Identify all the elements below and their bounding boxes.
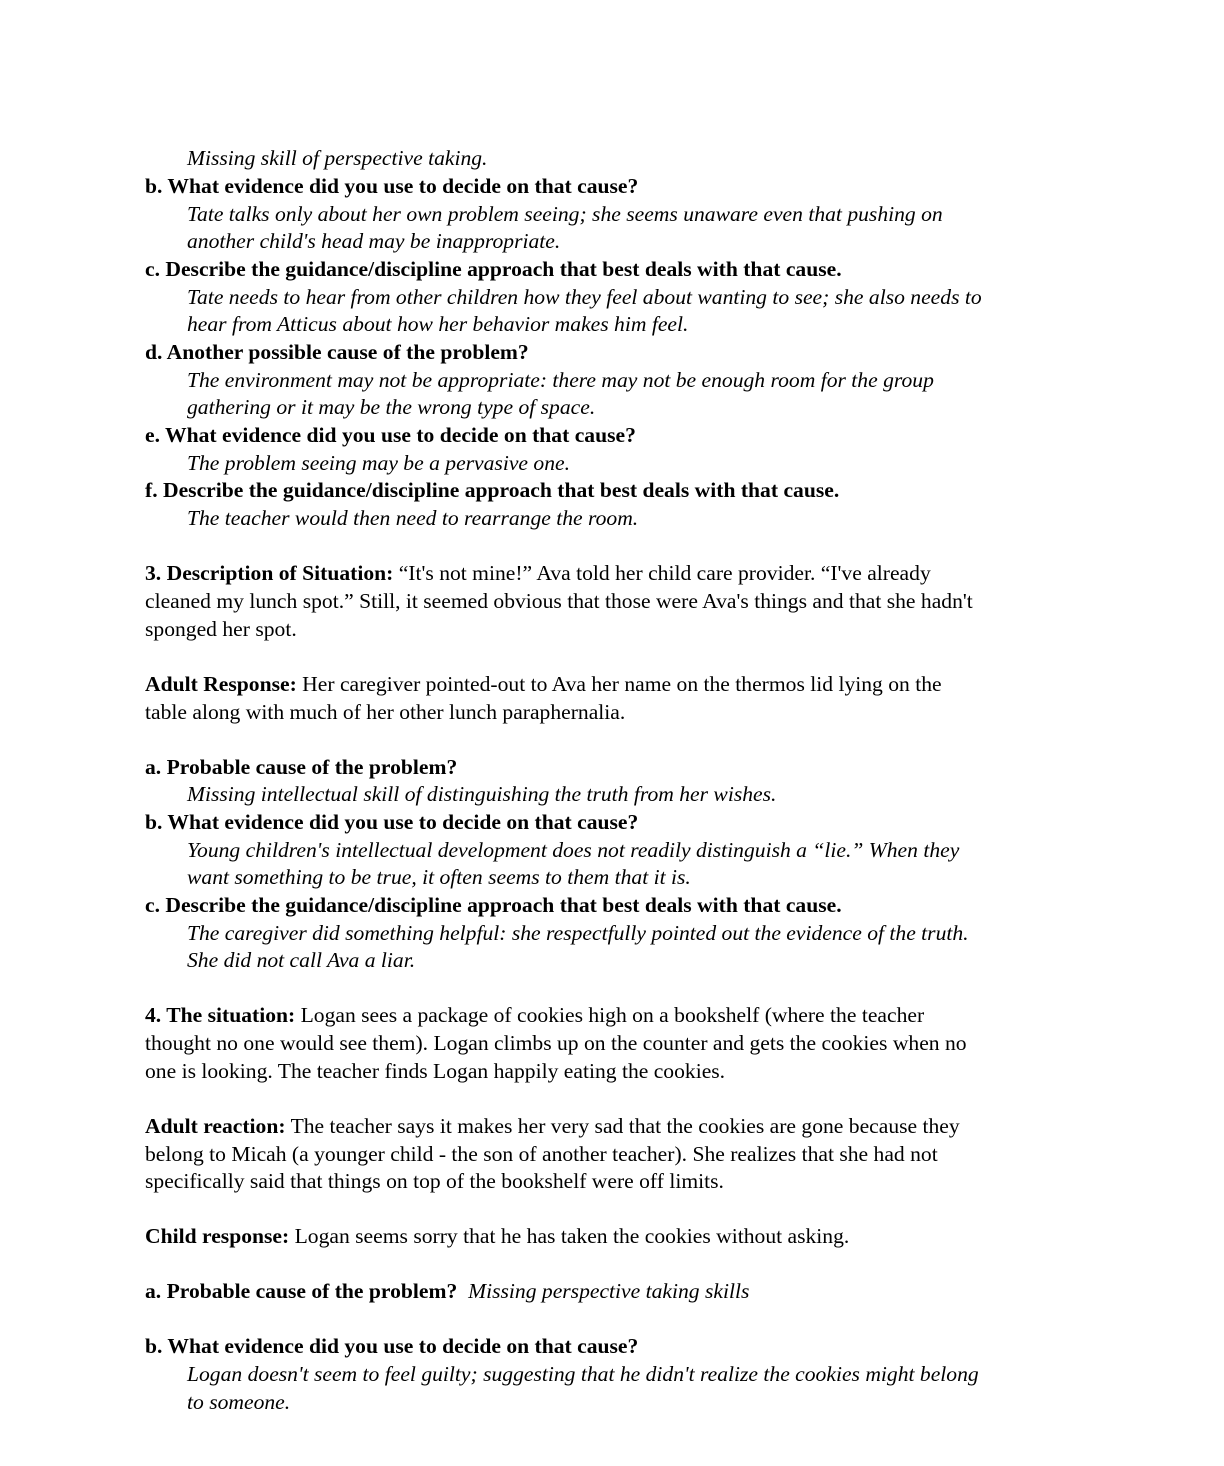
question-2c: c. Describe the guidance/discipline approach that best deals with that cause.: [145, 257, 842, 281]
situation-3-line3: sponged her spot.: [145, 617, 297, 641]
answer-2f: The teacher would then need to rearrange the room.: [187, 506, 639, 530]
adult-reaction-4-line3: specifically said that things on top of the bookshelf were off limits.: [145, 1169, 724, 1193]
situation-4-line3: one is looking. The teacher finds Logan happily eating the cookies.: [145, 1059, 726, 1083]
question-2d: d. Another possible cause of the problem?: [145, 340, 529, 364]
question-3c: c. Describe the guidance/discipline approach that best deals with that cause.: [145, 893, 842, 917]
answer-2a: Missing skill of perspective taking.: [187, 146, 488, 170]
adult-response-3-text-1: Her caregiver pointed-out to Ava her name on the thermos lid lying on the: [296, 672, 942, 696]
adult-response-3-label: Adult Response:: [145, 672, 297, 696]
question-2f: f. Describe the guidance/discipline approach that best deals with that cause.: [145, 478, 840, 502]
answer-2d-line1: The environment may not be appropriate: there may not be enough room for the group: [187, 368, 934, 392]
adult-reaction-4-label: Adult reaction:: [145, 1114, 286, 1138]
situation-3-text-1: “It's not mine!” Ava told her child care provider. “I've already: [393, 561, 931, 585]
question-3a: a. Probable cause of the problem?: [145, 755, 458, 779]
question-3b: b. What evidence did you use to decide on that cause?: [145, 810, 639, 834]
child-response-4: [145, 1223, 849, 1251]
adult-response-3-line1: [145, 671, 942, 699]
question-2b: b. What evidence did you use to decide on that cause?: [145, 174, 639, 198]
adult-reaction-4-line2: belong to Micah (a younger child - the son of another teacher). She realizes that she had not: [145, 1142, 938, 1166]
situation-4-text-1: Logan sees a package of cookies high on a bookshelf (where the teacher: [295, 1003, 925, 1027]
question-4a: a. Probable cause of the problem?: [145, 1279, 458, 1303]
answer-4b-line2: to someone.: [187, 1390, 291, 1414]
adult-response-3-line2: table along with much of her other lunch paraphernalia.: [145, 700, 626, 724]
answer-2c-line1: Tate needs to hear from other children how they feel about wanting to see; she also needs to: [187, 285, 982, 309]
answer-4b-line1: Logan doesn't seem to feel guilty; suggesting that he didn't realize the cookies might belong: [187, 1362, 979, 1386]
question-4b: b. What evidence did you use to decide on that cause?: [145, 1334, 639, 1358]
answer-2b-line2: another child's head may be inappropriate.: [187, 229, 561, 253]
child-response-4-label: Child response:: [145, 1224, 290, 1248]
adult-reaction-4-text-1: The teacher says it makes her very sad that the cookies are gone because they: [285, 1114, 960, 1138]
answer-2c-line2: hear from Atticus about how her behavior makes him feel.: [187, 312, 689, 336]
child-response-4-text: Logan seems sorry that he has taken the cookies without asking.: [289, 1224, 850, 1248]
answer-3b-line2: want something to be true, it often seems to them that it is.: [187, 865, 691, 889]
answer-3b-line1: Young children's intellectual development does not readily distinguish a “lie.” When they: [187, 838, 960, 862]
situation-4-line1: [145, 1002, 924, 1030]
answer-2b-line1: Tate talks only about her own problem seeing; she seems unaware even that pushing on: [187, 202, 943, 226]
question-2e: e. What evidence did you use to decide on that cause?: [145, 423, 636, 447]
answer-2e: The problem seeing may be a pervasive one.: [187, 451, 570, 475]
situation-4-line2: thought no one would see them). Logan climbs up on the counter and gets the cookies when no: [145, 1031, 967, 1055]
answer-2d-line2: gathering or it may be the wrong type of space.: [187, 395, 596, 419]
answer-3a: Missing intellectual skill of distinguishing the truth from her wishes.: [187, 782, 777, 806]
answer-3c-line2: She did not call Ava a liar.: [187, 948, 416, 972]
situation-3-label: 3. Description of Situation:: [145, 561, 394, 585]
answer-3c-line1: The caregiver did something helpful: she respectfully pointed out the evidence of the truth.: [187, 921, 969, 945]
situation-3-line2: cleaned my lunch spot.” Still, it seemed obvious that those were Ava's things and that she hadn't: [145, 589, 973, 613]
answer-4a: Missing perspective taking skills: [468, 1279, 750, 1303]
adult-reaction-4-line1: [145, 1113, 960, 1141]
situation-4-label: 4. The situation:: [145, 1003, 296, 1027]
question-4a-line: [145, 1278, 749, 1306]
situation-3-line1: [145, 560, 931, 588]
